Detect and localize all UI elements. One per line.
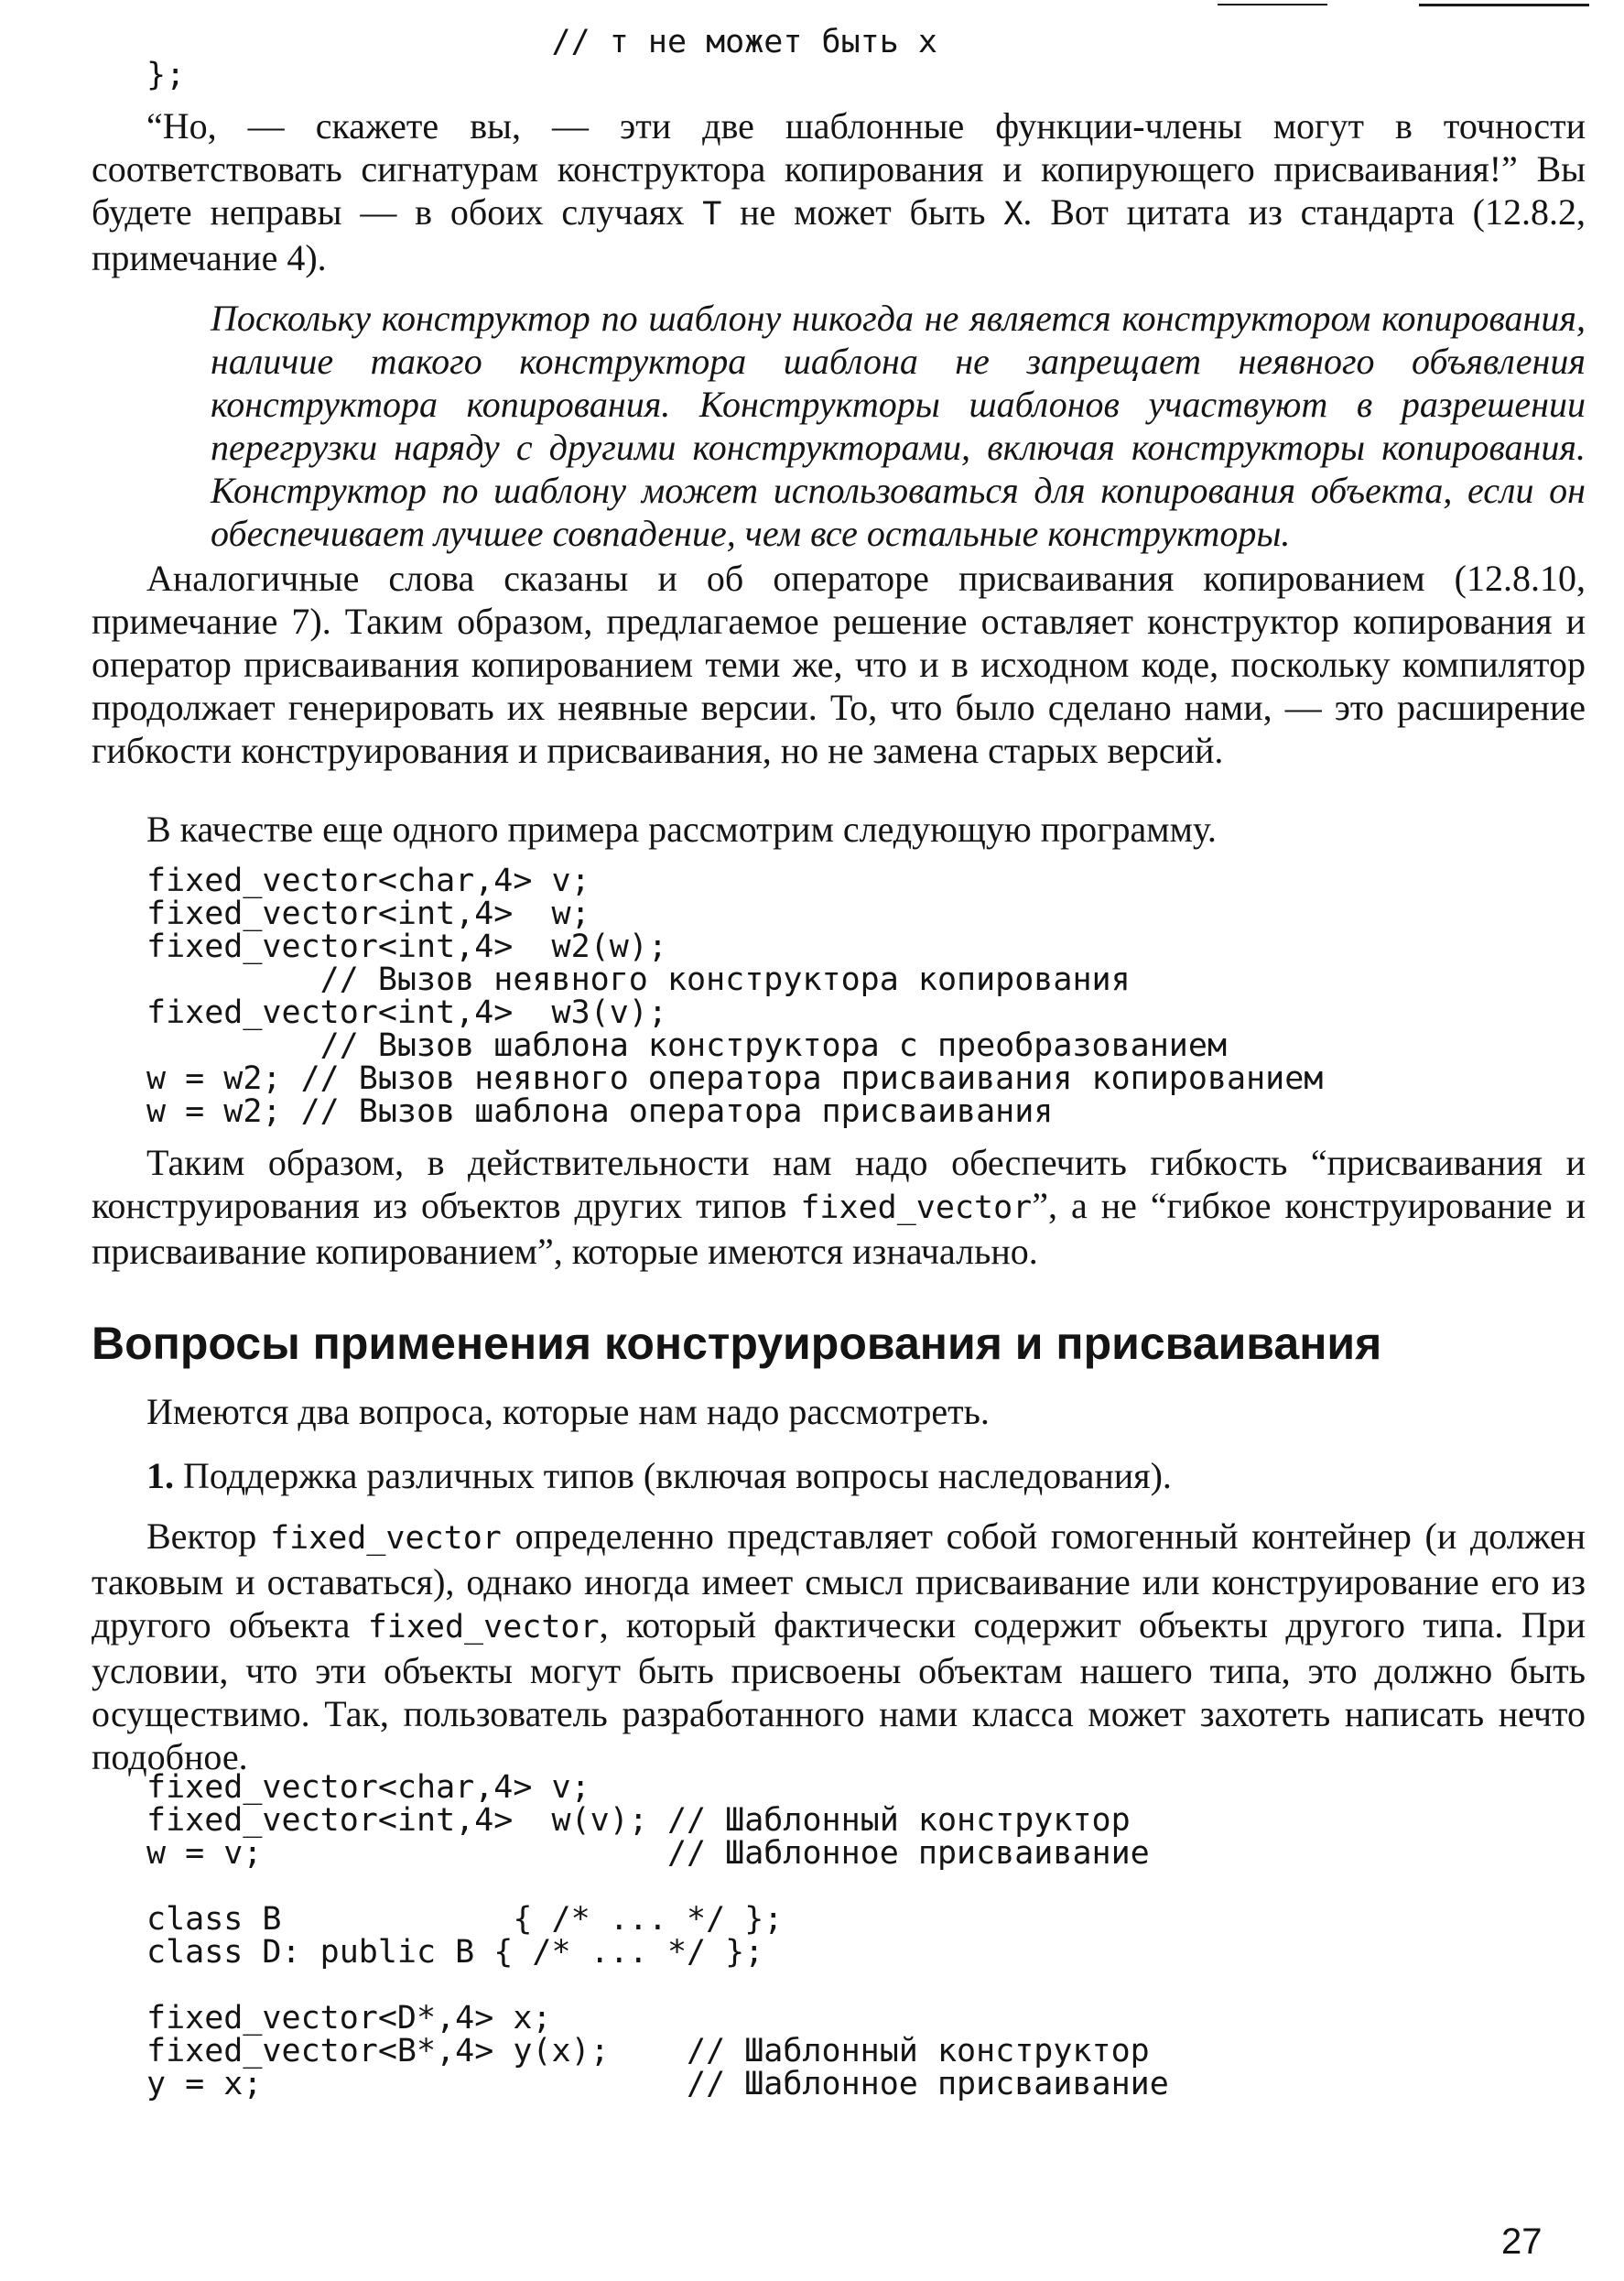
- list-number: 1.: [146, 1455, 174, 1496]
- standard-quote: Поскольку конструктор по шаблону никогда не является конструктором копирования, наличие такого конструктора шаблона не запрещает неявного объявления конструктора копирования. Конструкторы шаблонов участвуют в разрешении перегрузки наряду с другими конструкторами, включая конструкторы копирования. Конструктор по шаблону может использоваться для копирования объекта, если он обеспечивает лучшее совпадение, чем все остальные конструкторы.: [211, 298, 1586, 554]
- section-heading: Вопросы применения конструирования и присваивания: [92, 1318, 1382, 1369]
- code-block-1: fixed_vector<char,4> v; fixed_vector<int,4> w; fixed_vector<int,4> w2(w); // Вызов неявного конструктора копирования fixed_vector<int,4> w3(v); // Вызов шаблона конструктора с преобразованием w = w2; // Вызов неявного оператора присваивания копированием w = w2; // Вызов шаблона оператора присваивания: [146, 863, 1324, 1130]
- header-rule-right: [1419, 4, 1589, 6]
- inline-code-x: X: [1003, 196, 1023, 233]
- paragraph-1: “Но, — скажете вы, — эти две шаблонные функции-члены могут в точности соответствовать сигнатурам конструктора копирования и копирующего присваивания!” Вы будете неправы — в обоих случаях T не может быть X. Вот цитата из стандарта (12.8.2, примечание 4).: [92, 105, 1586, 278]
- paragraph-3: В качестве еще одного примера рассмотрим следующую программу.: [146, 809, 1217, 850]
- paragraph-4: Таким образом, в действительности нам надо обеспечить гибкость “присваивания и конструирования из объектов других типов fixed_vector”, а не “гибкое конструирование и присваивание копированием”, которые имеются изначально.: [92, 1142, 1586, 1272]
- inline-code-fixed-vector-3: fixed_vector: [367, 1609, 600, 1646]
- inline-code-fixed-vector: fixed_vector: [800, 1189, 1033, 1226]
- paragraph-6: Вектор fixed_vector определенно представляет собой гомогенный контейнер (и должен таковым и оставаться), однако иногда имеет смысл присваивание или конструирование его из другого объекта fixed_vector, который фактически содержит объекты другого типа. При условии, что эти объекты могут быть присвоены объектам нашего типа, это должно быть осуществимо. Так, пользователь разработанного нами класса может захотеть написать нечто подобное.: [92, 1515, 1586, 1777]
- inline-code-fixed-vector-2: fixed_vector: [270, 1520, 502, 1557]
- header-rule-left: [1218, 4, 1327, 5]
- paragraph-2: Аналогичные слова сказаны и об операторе присваивания копированием (12.8.10, примечание 7). Таким образом, предлагаемое решение оставляет конструктор копирования и оператор присваивания копированием теми же, что и в исходном коде, поскольку компилятор продолжает генерировать их неявные версии. То, что было сделано нами, — это расширение гибкости конструирования и присваивания, но не замена старых версий.: [92, 558, 1586, 771]
- paragraph-5: Имеются два вопроса, которые нам надо рассмотреть.: [146, 1391, 990, 1432]
- page-number: 27: [1501, 2221, 1543, 2262]
- code-block-2: fixed_vector<char,4> v; fixed_vector<int,4> w(v); // Шаблонный конструктор w = v; // Шаблонное присваивание class B { /* ... */ }; class D: public B { /* ... */ }; fixed_vector<D*,4> x; fixed_vector<B*,4> y(x); // Шаблонный конструктор y = x; // Шаблонное присваивание: [146, 1769, 1169, 2102]
- inline-code-t: T: [702, 196, 722, 233]
- list-item-1: 1. Поддержка различных типов (включая вопросы наследования).: [146, 1455, 1172, 1496]
- code-fragment-top: // т не может быть x };: [146, 24, 937, 93]
